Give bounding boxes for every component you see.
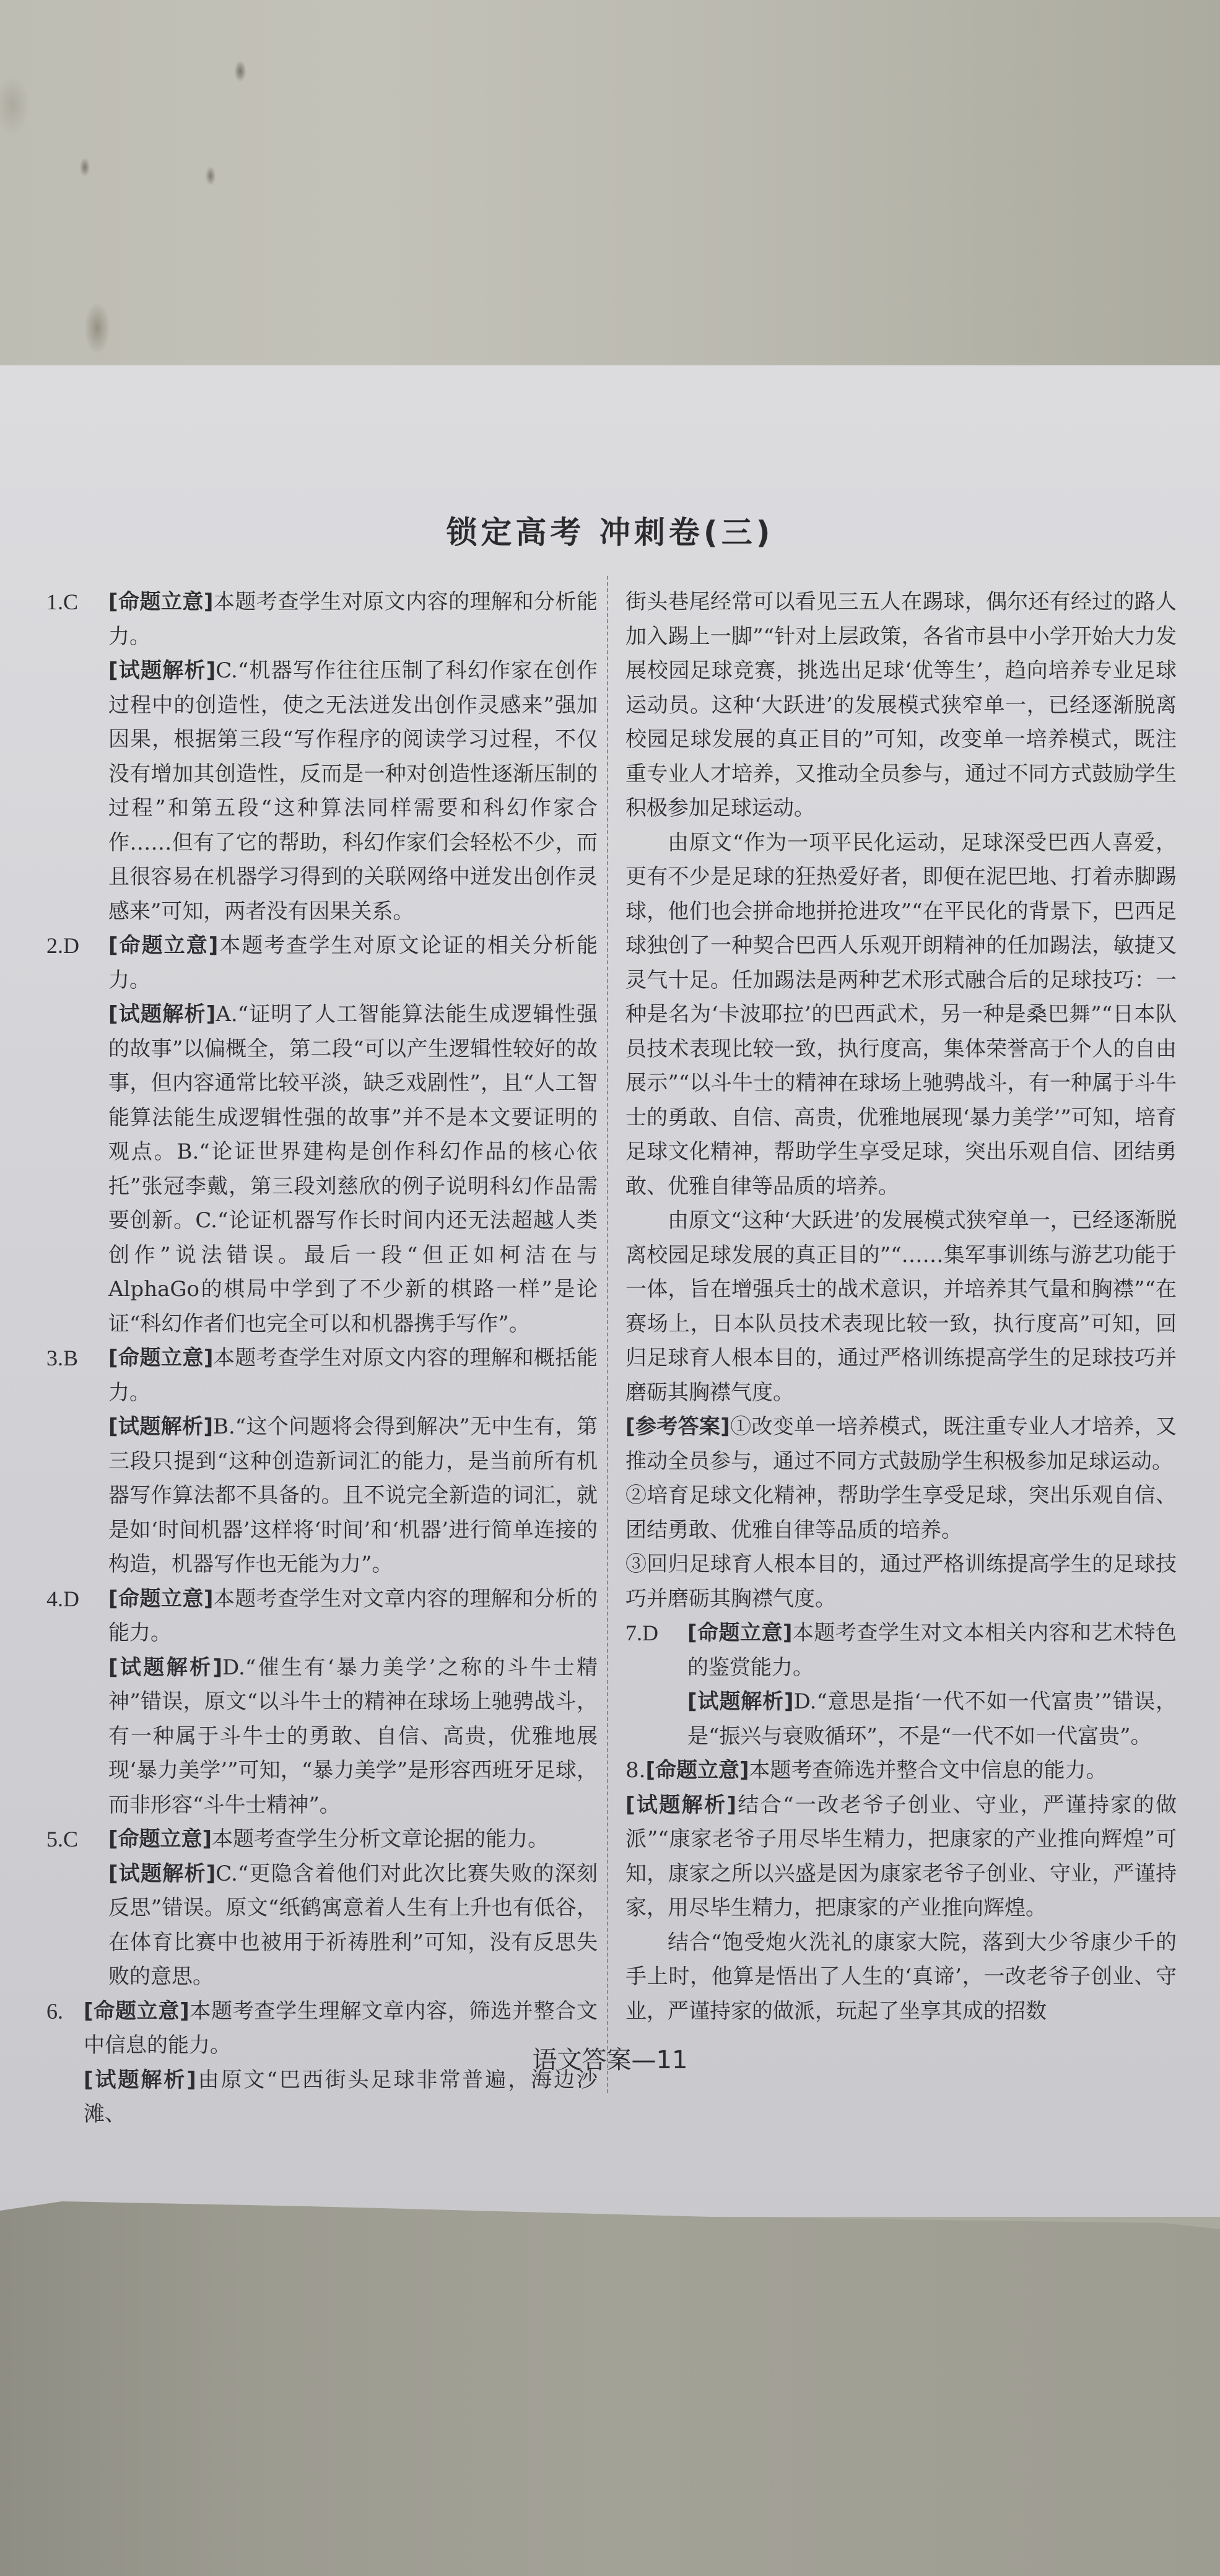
analysis-text: D.“意思是指‘一代不如一代富贵’”错误，是“振兴与衰败循环”，不是“一代不如一代富贵”。 (687, 1689, 1177, 1749)
intent-label: [命题立意] (108, 590, 214, 614)
question-number: 4.D (46, 1586, 79, 1611)
background-concrete-top (0, 0, 1220, 372)
intent-label: [命题立意] (645, 1758, 749, 1783)
intent-label: [命题立意] (108, 933, 219, 958)
answer-sheet-page (0, 365, 1220, 2217)
intent-paragraph (108, 1341, 598, 1410)
analysis-paragraph (108, 1410, 598, 1582)
question-number: 5.C (46, 1827, 79, 1852)
intent-text: 本题考查学生对文本相关内容和艺术特色的鉴赏能力。 (687, 1621, 1177, 1680)
question-5 (46, 1822, 598, 1995)
intent-text: 本题考查学生对文章内容的理解和分析的能力。 (108, 1586, 598, 1645)
intent-paragraph (108, 929, 598, 998)
reference-label: [参考答案] (625, 1414, 730, 1439)
analysis-label: [试题解析] (108, 1414, 213, 1439)
question-4 (46, 1582, 598, 1823)
intent-paragraph (108, 1822, 598, 1857)
question-number: 2.D (46, 933, 79, 958)
answer-point-2: ②培育足球文化精神，帮助学生享受足球，突出乐观自信、团结勇敢、优雅自律等品质的培养。 (625, 1483, 1177, 1543)
q6-reference-answer (625, 1410, 1177, 1479)
intent-label: [命题立意] (84, 1998, 190, 2024)
intent-label: [命题立意] (108, 1346, 214, 1370)
background-concrete-bottom (0, 2201, 1220, 2576)
analysis-label: [试题解析] (625, 1792, 736, 1817)
answer-point-1: ①改变单一培养模式，既注重专业人才培养，又推动全员参与，通过不同方式鼓励学生积极参加足球运动。 (625, 1414, 1177, 1474)
intent-text: 本题考查学生对原文内容的理解和分析能力。 (108, 590, 598, 649)
left-column (46, 585, 598, 2132)
page-title: 锁定高考 冲刺卷(三) (446, 515, 774, 550)
analysis-label: [试题解析] (687, 1689, 794, 1714)
answer-point-3: ③回归足球育人根本目的，通过严格训练提高学生的足球技巧并磨砺其胸襟气度。 (625, 1552, 1177, 1611)
intent-label: [命题立意] (108, 1586, 214, 1611)
analysis-paragraph-2: 结合“饱受炮火洗礼的康家大院，落到大少爷康少千的手上时，他算是悟出了人生的‘真谛’，一改老爷子创业、守业，严谨持家的做派，玩起了坐享其成的招数 (625, 1930, 1177, 2024)
analysis-paragraph (108, 654, 598, 929)
question-8 (625, 1754, 1177, 2029)
analysis-label: [试题解析] (108, 1655, 222, 1680)
analysis-paragraph (108, 1857, 598, 1995)
analysis-text: C.“更隐含着他们对此次比赛失败的深刻反思”错误。原文“纸鹤寓意着人生有上升也有低谷，在体育比赛中也被用于祈祷胜利”可知，没有反思失败的意思。 (108, 1861, 598, 1989)
question-number: 8. (625, 1758, 646, 1783)
analysis-text: 由原文“巴西街头足球非常普遍，海边沙滩、 (84, 2067, 598, 2126)
right-column (625, 585, 1177, 2029)
question-number: 1.C (46, 590, 79, 614)
q6-analysis-paragraph-2: 由原文“作为一项平民化运动，足球深受巴西人喜爱，更有不少是足球的狂热爱好者，即便在泥巴地、打着赤脚踢球，他们也会拼命地拼抢进攻”“在平民化的背景下，巴西足球独创了一种契合巴西人乐观开朗精神的任加踢法，敏捷又灵气十足。任加踢法是两种艺术形式融合后的足球技巧：一种是名为‘卡波耶拉’的巴西武术，另一种是桑巴舞”“日本队员技术表现比较一致，执行度高，集体荣誉高于个人的自由展示”“以斗牛士的精神在球场上驰骋战斗，有一种属于斗牛士的勇敢、自信、高贵，优雅地展现‘暴力美学’”可知，培育足球文化精神，帮助学生享受足球，突出乐观自信、团结勇敢、优雅自律等品质的培养。 (625, 830, 1177, 1199)
intent-paragraph (625, 1754, 1177, 1788)
analysis-paragraph (625, 1788, 1177, 1926)
intent-text: 本题考查筛选并整合文中信息的能力。 (749, 1758, 1107, 1783)
q6-analysis-continued: 街头巷尾经常可以看见三五人在踢球，偶尔还有经过的路人加入踢上一脚”“针对上层政策，各省市县中小学开始大力发展校园足球竞赛，挑选出足球‘优等生’，趋向培养专业足球运动员。这种‘大跃进’的发展模式狭窄单一，已经逐渐脱离校园足球发展的真正目的”可知，改变单一培养模式，既注重专业人才培养，又推动全员参与，通过不同方式鼓励学生积极参加足球运动。 (625, 590, 1177, 820)
intent-label: [命题立意] (687, 1621, 793, 1645)
analysis-label: [试题解析] (108, 1002, 216, 1027)
analysis-text: A.“证明了人工智能算法能生成逻辑性强的故事”以偏概全，第二段“可以产生逻辑性较好的故事，但内容通常比较平淡，缺乏戏剧性”，且“人工智能算法能生成逻辑性强的故事”并不是本文要证明的观点。B.“论证世界建构是创作科幻作品的核心依托”张冠李戴，第三段刘慈欣的例子说明科幻作品需要创新。C.“论证机器写作长时间内还无法超越人类创作”说法错误。最后一段“但正如柯洁在与AlphaGo的棋局中学到了不少新的棋路一样”是论证“科幻作者们也完全可以和机器携手写作”。 (108, 1002, 598, 1336)
analysis-label: [试题解析] (108, 1861, 216, 1886)
question-7 (625, 1616, 1177, 1754)
question-number: 6. (46, 1998, 63, 2024)
analysis-paragraph (108, 1651, 598, 1823)
question-number: 7.D (625, 1621, 658, 1645)
intent-paragraph (108, 1582, 598, 1651)
analysis-text: C.“机器写作往往压制了科幻作家在创作过程中的创造性，使之无法迸发出创作灵感来”强加因果，根据第三段“写作程序的阅读学习过程，不仅没有增加其创造性，反而是一种对创造性逐渐压制的过程”和第五段“这种算法同样需要和科幻作家合作……但有了它的帮助，科幻作家们会轻松不少，而且很容易在机器学习得到的关联网络中迸发出创作灵感来”可知，两者没有因果关系。 (108, 658, 598, 924)
analysis-text: B.“这个问题将会得到解决”无中生有，第三段只提到“这种创造新词汇的能力，是当前所有机器写作算法都不具备的。且不说完全新造的词汇，就是如‘时间机器’这样将‘时间’和‘机器’进行简单连接的构造，机器写作也无能为力”。 (108, 1414, 598, 1577)
question-1 (46, 585, 598, 929)
analysis-text: 结合“一改老爷子创业、守业，严谨持家的做派”“康家老爷子用尽毕生精力，把康家的产业推向辉煌”可知，康家之所以兴盛是因为康家老爷子创业、守业，严谨持家，用尽毕生精力，把康家的产业推向辉煌。 (625, 1792, 1177, 1920)
question-number: 3.B (46, 1346, 79, 1370)
question-3 (46, 1341, 598, 1582)
column-divider (607, 576, 608, 2093)
intent-text: 本题考查学生对原文论证的相关分析能力。 (108, 933, 598, 993)
analysis-label: [试题解析] (84, 2067, 196, 2092)
intent-text: 本题考查学生对原文内容的理解和概括能力。 (108, 1346, 598, 1405)
page-footer: 语文答案—11 (532, 2046, 688, 2074)
analysis-label: [试题解析] (108, 658, 216, 683)
intent-paragraph (108, 585, 598, 654)
question-2 (46, 929, 598, 1341)
analysis-paragraph (687, 1685, 1177, 1754)
intent-text: 本题考查学生分析文章论据的能力。 (212, 1827, 549, 1852)
analysis-paragraph (108, 998, 598, 1341)
intent-paragraph (687, 1616, 1177, 1685)
intent-label: [命题立意] (108, 1827, 212, 1852)
intent-text: 本题考查学生理解文章内容，筛选并整合文中信息的能力。 (84, 1998, 598, 2058)
q6-analysis-paragraph-3: 由原文“这种‘大跃进’的发展模式狭窄单一，已经逐渐脱离校园足球发展的真正目的”“……集军事训练与游艺功能于一体，旨在增强兵士的战术意识，并培养其气量和胸襟”“在赛场上，日本队员技术表现比较一致，执行度高”可知，回归足球育人根本目的，通过严格训练提高学生的足球技巧并磨砺其胸襟气度。 (625, 1208, 1177, 1405)
analysis-text: D.“催生有‘暴力美学’之称的斗牛士精神”错误，原文“以斗牛士的精神在球场上驰骋战斗，有一种属于斗牛士的勇敢、自信、高贵，优雅地展现‘暴力美学’”可知，“暴力美学”是形容西班牙足球，而非形容“斗牛士精神”。 (108, 1655, 598, 1817)
